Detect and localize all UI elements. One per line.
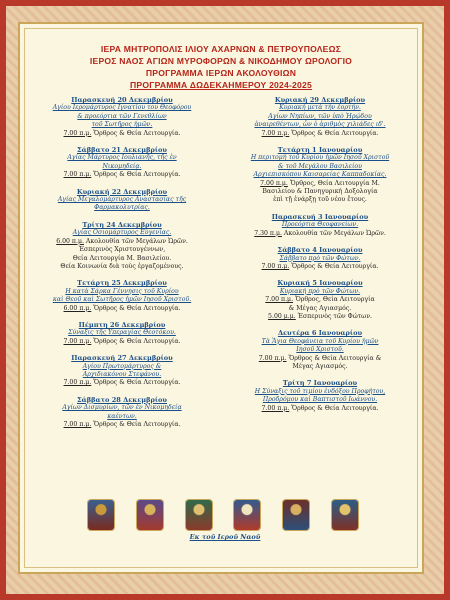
entry-feast-line: Αγίας Μάρτυρος Ιουλιανῆς, τῆς ἐν [67,154,177,162]
service-time: 7.00 π.μ. [260,179,288,187]
entry-day: Τρίτη 7 Ιανουαρίου [282,379,358,388]
schedule-entry [228,96,412,138]
entry-day: Πέμπτη 26 Δεκεμβρίου [78,320,166,329]
entry-day: Τετάρτη 1 Ιανουαρίου [277,146,363,155]
entry-service-line [228,313,412,321]
entry-service-line [30,255,214,263]
icon-theophany [332,500,358,530]
service-time: 7.00 π.μ. [63,129,92,137]
entry-day: Σάββατο 28 Δεκεμβρίου [77,395,167,404]
entry-service-line [228,230,412,238]
footer-signature: Εκ τοῦ Ιεροῦ Ναοῦ [189,533,261,541]
service-text: Ὄρθρος, Θεία Λειτουργία Μ. [289,179,380,187]
icon-saint-2 [137,500,163,530]
service-text: Ακολουθία τῶν Μεγάλων Ὡρῶν. [283,229,386,237]
entry-day: Κυριακή 5 Ιανουαρίου [277,279,363,288]
icon-saint-basil [234,500,260,530]
entry-feast-line: Η περιτομὴ τοῦ Κυρίου ἡμῶν Ιησοῦ Χριστοῦ [250,154,390,162]
service-text: Ὄρθρος & Θεία Λειτουργία. [93,379,181,387]
entry-feast-line: Αγίου Πρωτομάρτυρος & [82,362,162,370]
entry-feast-line: Προδρόμου καὶ Βαπτιστοῦ Ιωάννου. [262,396,378,404]
schedule-entry [228,379,412,413]
program-period-title: ΠΡΟΓΡΑΜΜΑ ΔΩΔΕΚΑΗΜΕΡΟΥ 2024-2025 [130,80,312,90]
entry-feast-line: & τοῦ Μεγάλου Βασιλείου [278,162,362,170]
service-time: 7.00 π.μ. [261,262,290,270]
service-time: 7.00 π.μ. [261,404,290,412]
entry-service-line [228,305,412,313]
service-text: Θεία Λειτουργία Μ. Βασιλείου. [72,254,172,262]
entry-feast-line: ἀναιρεθέντων, ὧν ὁ ἀριθμὸς χιλιάδες ιδ'. [254,121,386,129]
service-time: 6.00 π.μ. [56,237,84,245]
entry-service-line [30,305,214,313]
entry-feast-line: καὶ Θεοῦ καὶ Σωτῆρος ἡμῶν Ιησοῦ Χριστοῦ. [52,296,192,304]
entry-feast-line: Η Σύναξις τοῦ τιμίου ἐνδόξου Προφήτου, [254,387,386,395]
entry-service-line [228,263,412,271]
entry-service-line [228,196,412,204]
entry-feast-line: Φαρμακολυτρίας. [94,204,150,212]
icon-strip [88,500,358,530]
entry-feast-line: Σάββατο πρὸ τῶν Φώτων. [279,254,361,262]
service-text: Ὄρθρος & Θεία Λειτουργία. [93,171,181,179]
entry-service-line [228,180,412,188]
entry-feast-line: τοῦ Σωτῆρος ἡμῶν. [91,121,153,129]
entry-feast-line: καέντων. [107,412,137,420]
service-text: Βασιλείου & Πανηγυρικὴ Δοξολογία [262,188,378,196]
service-time: 7.00 π.μ. [258,354,287,362]
service-text: Θεία Κοινωνία διὰ τοὺς ἐργαζομένους. [60,262,184,270]
entry-service-line [30,238,214,246]
entry-service-line [30,379,214,387]
left-schedule-column [30,96,214,437]
entry-day: Παρασκευή 20 Δεκεμβρίου [71,96,173,104]
service-time: 7.00 π.μ. [261,129,290,137]
schedule-entry [228,146,412,205]
entry-day: Παρασκευή 27 Δεκεμβρίου [71,354,173,363]
entry-feast-line: Η κατὰ Σάρκα Γέννησις τοῦ Κυρίου [65,287,179,295]
entry-feast-line: Σύναξις τῆς Υπεραγίας Θεοτόκου. [68,329,176,337]
metropolis-title: ΙΕΡΑ ΜΗΤΡΟΠΟΛΙΣ ΙΛΙΟΥ ΑΧΑΡΝΩΝ & ΠΕΤΡΟΥΠΟΛΕΩΣ [100,44,342,54]
entry-day: Δευτέρα 6 Ιανουαρίου [277,329,363,338]
entry-day: Σάββατο 4 Ιανουαρίου [277,246,363,255]
entry-day: Τρίτη 24 Δεκεμβρίου [82,220,162,229]
service-time: 7.00 π.μ. [63,379,92,387]
schedule-entry [30,354,214,388]
entry-feast-line: Τὰ Ἅγια Θεοφάνεια τοῦ Κυρίου ἡμῶν [261,337,379,345]
service-time: 7.30 π.μ. [254,229,282,237]
entry-feast-line: Αγίων Δισμυρίων, τῶν ἐν Νικομηδείᾳ [62,404,182,412]
entry-feast-line: Αρχιεπισκόπου Καισαρείας Καππαδοκίας. [253,171,387,179]
entry-service-line [30,246,214,254]
service-text: Ὄρθρος & Θεία Λειτουργία. [291,129,379,137]
entry-feast-line: Αγίων Νηπίων, τῶν ὑπὸ Ἡρῴδου [268,112,372,120]
entry-service-line [228,363,412,371]
service-text: Ἑσπερινὸς Χριστουγέννων, [78,246,166,254]
entry-service-line [30,263,214,271]
schedule-entry [30,96,214,138]
schedule-entry [30,221,214,271]
service-time: 7.00 π.μ. [63,337,92,345]
entry-feast-line: Προεόρτια Θεοφανείων. [281,221,359,229]
service-text: Ὄρθρος & Θεία Λειτουργία. [93,337,181,345]
entry-day: Παρασκευή 3 Ιανουαρίου [271,212,369,221]
entry-day: Κυριακή 22 Δεκεμβρίου [76,187,168,196]
entry-service-line [228,405,412,413]
service-text: Ὄρθρος & Θεία Λειτουργία. [93,421,181,428]
entry-feast-line: & προεόρτια τῶν Γενεθλίων [77,112,167,120]
schedule-entry [30,146,214,180]
service-text: Ὄρθρος & Θεία Λειτουργία. [93,304,181,312]
service-text: Ἑσπερινὸς τῶν Φώτων. [297,312,372,320]
service-text: Ὄρθρος & Θεία Λειτουργία. [93,129,181,137]
schedule-entry [30,188,214,213]
entry-service-line [228,355,412,363]
service-text: Ακολουθία τῶν Μεγάλων Ὡρῶν. [85,237,188,245]
entry-feast-line: Αγίου Ιερομάρτυρος Ιγνατίου του Θεοφόρου [52,104,192,112]
service-time: 6.00 π.μ. [63,304,92,312]
program-title: ΠΡΟΓΡΑΜΜΑ ΙΕΡΩΝ ΑΚΟΛΟΥΘΙΩΝ [145,68,297,78]
service-text: ἐπὶ τῇ ἐνάρξῃ τοῦ νέου ἔτους. [273,196,367,204]
entry-day: Τετάρτη 25 Δεκεμβρίου [77,279,167,288]
service-time: 7.00 π.μ. [265,296,294,304]
entry-feast-line: Αγίας Οσιομάρτυρος Εὐγενίας. [72,229,172,237]
entry-service-line [228,130,412,138]
schedule-entry [30,321,214,346]
entry-feast-line: Αρχιδιακόνου Στεφάνου. [82,370,162,378]
entry-feast-line: Κυριακή μετὰ τὴν ἑορτήν. [279,104,361,112]
icon-saint-1 [88,500,114,530]
entry-service-line [228,188,412,196]
icon-saint-4 [283,500,309,530]
schedule-entry [228,213,412,238]
schedule-entry [228,329,412,371]
entry-feast-line: Κυριακή πρὸ τῶν Φώτων. [279,287,361,295]
service-text: & Μέγας Αγιασμός. [288,304,352,312]
entry-service-line [228,296,412,304]
entry-day: Σάββατο 21 Δεκεμβρίου [77,146,167,155]
service-text: Ὄρθρος & Θεία Λειτουργία & [288,354,382,362]
right-schedule-column [228,96,412,421]
entry-feast-line: Ιησοῦ Χριστοῦ. [296,346,344,354]
service-text: Ὄρθρος & Θεία Λειτουργία. [291,404,379,412]
schedule-entry [228,279,412,321]
service-text: Ὄρθρος & Θεία Λειτουργία. [291,262,379,270]
schedule-entry [30,396,214,430]
service-time: 7.00 π.μ. [63,171,92,179]
service-text: Μέγας Αγιασμός. [292,362,348,370]
entry-service-line [30,338,214,346]
entry-service-line [30,421,214,429]
schedule-entry [30,279,214,313]
entry-service-line [30,130,214,138]
service-time: 7.00 π.μ. [63,421,92,428]
entry-service-line [30,171,214,179]
church-title: ΙΕΡΟΣ ΝΑΟΣ ΑΓΙΩΝ ΜΥΡΟΦΟΡΩΝ & ΝΙΚΟΔΗΜΟΥ ΩΡΟΛΟΓΙΟ [89,56,353,66]
schedule-entry [228,246,412,271]
entry-feast-line: Αγίας Μεγαλομάρτυρος Αναστασίας τῆς [57,196,187,204]
entry-feast-line: Νικομηδείᾳ. [102,162,142,170]
entry-day: Κυριακή 29 Δεκεμβρίου [274,96,366,104]
service-time: 5.00 μ.μ. [268,312,296,320]
icon-nativity [186,500,212,530]
service-text: Ὄρθρος, Θεία Λειτουργία [295,296,375,304]
